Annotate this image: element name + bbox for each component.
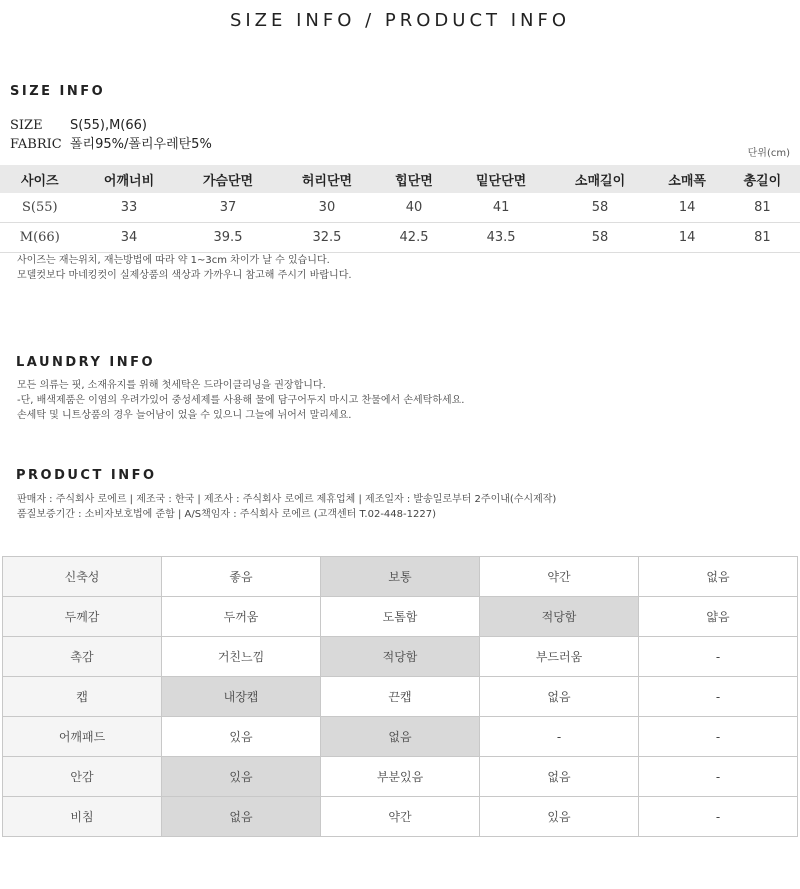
property-option: 도톰함 — [321, 597, 480, 637]
product-notes — [17, 492, 556, 522]
property-option: 약간 — [480, 557, 639, 597]
property-row-see-through — [3, 797, 798, 837]
column-header: 총길이 — [725, 165, 800, 193]
property-option: 부분있음 — [321, 757, 480, 797]
property-label: 신축성 — [3, 557, 162, 597]
table-cell: 14 — [650, 223, 725, 253]
property-option: 없음 — [480, 677, 639, 717]
property-option-selected: 없음 — [162, 797, 321, 837]
property-option: - — [639, 677, 798, 717]
property-option: - — [639, 757, 798, 797]
table-cell: 41 — [452, 193, 551, 223]
table-cell: 32.5 — [277, 223, 376, 253]
property-label: 캡 — [3, 677, 162, 717]
property-option: 없음 — [480, 757, 639, 797]
product-line: 품질보증기간 : 소비자보호법에 준함 | A/S책임자 : 주식회사 로에르 (고객센터 T.02-448-1227) — [17, 509, 436, 520]
property-option: 좋음 — [162, 557, 321, 597]
property-label: 안감 — [3, 757, 162, 797]
property-option-selected: 보통 — [321, 557, 480, 597]
column-header: 힙단면 — [376, 165, 451, 193]
property-option: - — [639, 797, 798, 837]
table-cell: 81 — [725, 193, 800, 223]
property-label: 어깨패드 — [3, 717, 162, 757]
property-option: 얇음 — [639, 597, 798, 637]
column-header: 어깨너비 — [80, 165, 179, 193]
page-title: SIZE INFO / PRODUCT INFO — [229, 10, 571, 31]
fabric-row — [10, 133, 212, 152]
property-option: 부드러움 — [480, 637, 639, 677]
table-cell: 58 — [551, 223, 650, 253]
property-option-selected: 적당함 — [321, 637, 480, 677]
column-header: 사이즈 — [0, 165, 80, 193]
table-row — [0, 223, 800, 253]
column-header: 허리단면 — [277, 165, 376, 193]
property-row-stretch — [3, 557, 798, 597]
laundry-line: -단, 배색제품은 이염의 우려가있어 중성세제를 사용해 물에 담구어두지 마시고 찬물에서 손세탁하세요. — [17, 395, 465, 406]
table-cell: 42.5 — [376, 223, 451, 253]
laundry-notes — [17, 378, 464, 423]
property-row-shoulder-pad — [3, 717, 798, 757]
property-option: 거친느낌 — [162, 637, 321, 677]
fabric-label: FABRIC — [10, 137, 62, 152]
property-option: - — [639, 717, 798, 757]
property-option-selected: 내장캡 — [162, 677, 321, 717]
property-label: 두께감 — [3, 597, 162, 637]
size-row — [10, 118, 147, 133]
property-option: 없음 — [639, 557, 798, 597]
table-cell: 33 — [80, 193, 179, 223]
size-label: SIZE — [10, 118, 43, 133]
property-option: 끈캡 — [321, 677, 480, 717]
property-option-selected: 있음 — [162, 757, 321, 797]
table-cell: 34 — [80, 223, 179, 253]
table-cell: 14 — [650, 193, 725, 223]
property-option-selected: 적당함 — [480, 597, 639, 637]
property-row-lining — [3, 757, 798, 797]
property-table — [2, 556, 798, 837]
laundry-line: 손세탁 및 니트상품의 경우 늘어남이 었을 수 있으니 그늘에 뉘어서 말리세요. — [17, 410, 352, 421]
table-cell: 37 — [179, 193, 278, 223]
table-cell: S(55) — [0, 193, 80, 223]
size-table — [0, 165, 800, 253]
property-option: - — [480, 717, 639, 757]
property-option: - — [639, 637, 798, 677]
column-header: 소매폭 — [650, 165, 725, 193]
product-line: 판매자 : 주식회사 로에르 | 제조국 : 한국 | 제조사 : 주식회사 로에르 제휴업체 | 제조일자 : 발송일로부터 2주이내(수시제작) — [17, 494, 557, 505]
property-row-cup — [3, 677, 798, 717]
laundry-info-heading: LAUNDRY INFO — [16, 355, 156, 370]
size-value: S(55),M(66) — [70, 118, 147, 133]
column-header: 소매길이 — [551, 165, 650, 193]
fabric-value: 폴리95%/폴리우레탄5% — [70, 137, 212, 152]
column-header: 가슴단면 — [179, 165, 278, 193]
property-row-thickness — [3, 597, 798, 637]
table-cell: 43.5 — [452, 223, 551, 253]
property-option: 두꺼움 — [162, 597, 321, 637]
size-table-header — [0, 165, 800, 193]
size-note: 사이즈는 재는위치, 재는방법에 따라 약 1~3cm 차이가 날 수 있습니다. — [17, 255, 330, 266]
property-option: 있음 — [162, 717, 321, 757]
table-row — [0, 193, 800, 223]
property-option: 약간 — [321, 797, 480, 837]
size-note: 모델컷보다 마네킹컷이 실제상품의 색상과 가까우니 참고해 주시기 바랍니다. — [17, 270, 352, 281]
table-cell: 39.5 — [179, 223, 278, 253]
table-cell: M(66) — [0, 223, 80, 253]
laundry-line: 모든 의류는 핏, 소재유지를 위해 첫세탁은 드라이클리닝을 권장합니다. — [17, 380, 326, 391]
property-label: 촉감 — [3, 637, 162, 677]
property-option-selected: 없음 — [321, 717, 480, 757]
table-cell: 81 — [725, 223, 800, 253]
table-cell: 30 — [277, 193, 376, 223]
table-cell: 40 — [376, 193, 451, 223]
table-cell: 58 — [551, 193, 650, 223]
unit-label: 단위(cm) — [747, 148, 790, 159]
property-option: 있음 — [480, 797, 639, 837]
size-info-heading: SIZE INFO — [10, 84, 106, 99]
property-row-texture — [3, 637, 798, 677]
product-info-heading: PRODUCT INFO — [16, 468, 157, 483]
column-header: 밑단단면 — [452, 165, 551, 193]
size-notes — [17, 253, 352, 283]
property-label: 비침 — [3, 797, 162, 837]
